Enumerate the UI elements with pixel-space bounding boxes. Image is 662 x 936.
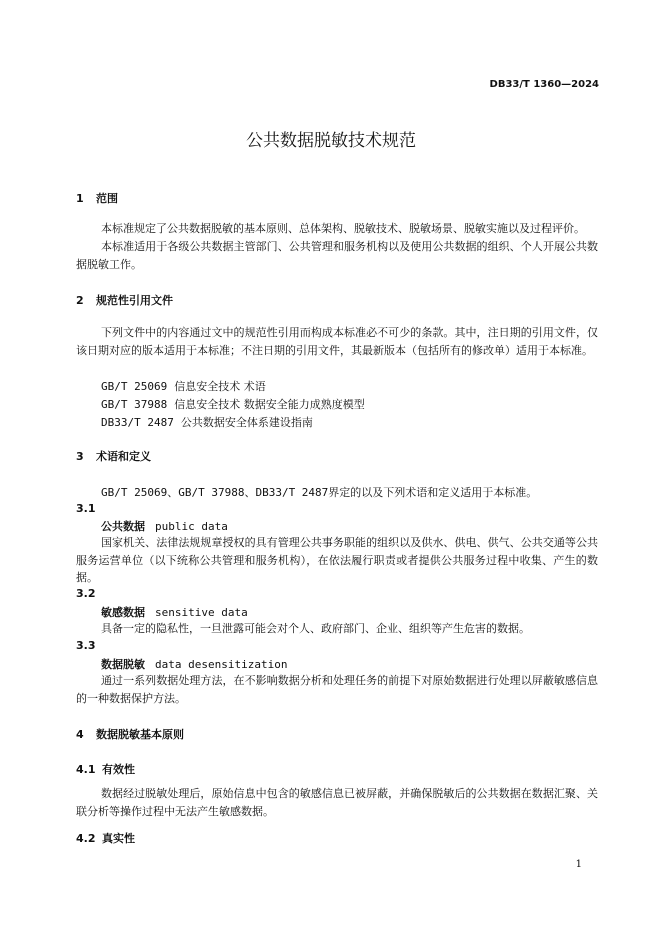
term-heading xyxy=(101,656,287,672)
term-zh: 敏感数据 xyxy=(101,606,145,619)
term-en: sensitive data xyxy=(155,606,248,619)
term-zh: 数据脱敏 xyxy=(101,658,145,671)
term-definition: 国家机关、法律法规规章授权的具有管理公共事务职能的组织以及供水、供电、供气、公共交通等公共服务运营单位（以下统称公共管理和服务机构），在依法履行职责或者提供公共服务过程中收集、产生的数据。 xyxy=(76,536,598,584)
reference-code: DB33/T 2487 xyxy=(101,416,174,429)
section-3-number: 3 xyxy=(76,450,84,463)
reference-name: 信息安全技术 数据安全能力成熟度模型 xyxy=(174,398,365,411)
section-4-1-paragraph: 数据经过脱敏处理后，原始信息中包含的敏感信息已被屏蔽，并确保脱敏后的公共数据在数据汇聚、关联分析等操作过程中无法产生敏感数据。 xyxy=(76,787,598,818)
reference-item xyxy=(101,396,365,412)
section-4-2-heading xyxy=(76,830,135,846)
term-heading xyxy=(101,518,228,534)
reference-code: GB/T 25069 xyxy=(101,380,168,393)
section-4-2-title: 真实性 xyxy=(102,832,135,845)
document-title: 公共数据脱敏技术规范 xyxy=(246,131,416,151)
section-3-intro: GB/T 25069、GB/T 37988、DB33/T 2487界定的以及下列术语和定义适用于本标准。 xyxy=(101,486,538,499)
section-4-1-heading xyxy=(76,761,135,777)
section-4-1-title: 有效性 xyxy=(102,763,135,776)
term-en: public data xyxy=(155,520,228,533)
section-3-title: 术语和定义 xyxy=(96,450,151,463)
reference-name: 公共数据安全体系建设指南 xyxy=(180,416,313,429)
reference-item xyxy=(101,414,313,430)
page-number: 1 xyxy=(575,859,582,870)
section-2-title: 规范性引用文件 xyxy=(96,294,173,307)
section-1-paragraph-1: 本标准规定了公共数据脱敏的基本原则、总体架构、脱敏技术、脱敏场景、脱敏实施以及过程评价。 xyxy=(101,222,585,235)
section-1-paragraph-2: 本标准适用于各级公共数据主管部门、公共管理和服务机构以及使用公共数据的组织、个人开展公共数据脱敏工作。 xyxy=(76,240,598,271)
term-definition: 具备一定的隐私性，一旦泄露可能会对个人、政府部门、企业、组织等产生危害的数据。 xyxy=(101,622,530,635)
standard-code: DB33/T 1360—2024 xyxy=(489,79,599,90)
section-1-heading xyxy=(76,190,118,206)
term-en: data desensitization xyxy=(155,658,288,671)
term-number: 3.1 xyxy=(76,502,96,515)
section-1-number: 1 xyxy=(76,192,84,205)
section-1-title: 范围 xyxy=(96,192,118,205)
reference-code: GB/T 37988 xyxy=(101,398,168,411)
section-2-number: 2 xyxy=(76,294,84,307)
section-4-number: 4 xyxy=(76,728,84,741)
term-definition: 通过一系列数据处理方法，在不影响数据分析和处理任务的前提下对原始数据进行处理以屏蔽敏感信息的一种数据保护方法。 xyxy=(76,674,598,705)
term-number: 3.2 xyxy=(76,587,96,600)
term-heading xyxy=(101,604,248,620)
section-2-paragraph: 下列文件中的内容通过文中的规范性引用而构成本标准必不可少的条款。其中，注日期的引用文件，仅该日期对应的版本适用于本标准；不注日期的引用文件，其最新版本（包括所有的修改单）适用于本标准。 xyxy=(76,326,598,357)
reference-name: 信息安全技术 术语 xyxy=(174,380,266,393)
section-2-heading xyxy=(76,292,173,308)
section-4-title: 数据脱敏基本原则 xyxy=(96,728,184,741)
section-3-heading xyxy=(76,448,151,464)
section-4-2-number: 4.2 xyxy=(76,832,96,845)
term-number: 3.3 xyxy=(76,639,96,652)
section-4-1-number: 4.1 xyxy=(76,763,96,776)
term-zh: 公共数据 xyxy=(101,520,145,533)
section-4-heading xyxy=(76,726,184,742)
reference-item xyxy=(101,378,266,394)
